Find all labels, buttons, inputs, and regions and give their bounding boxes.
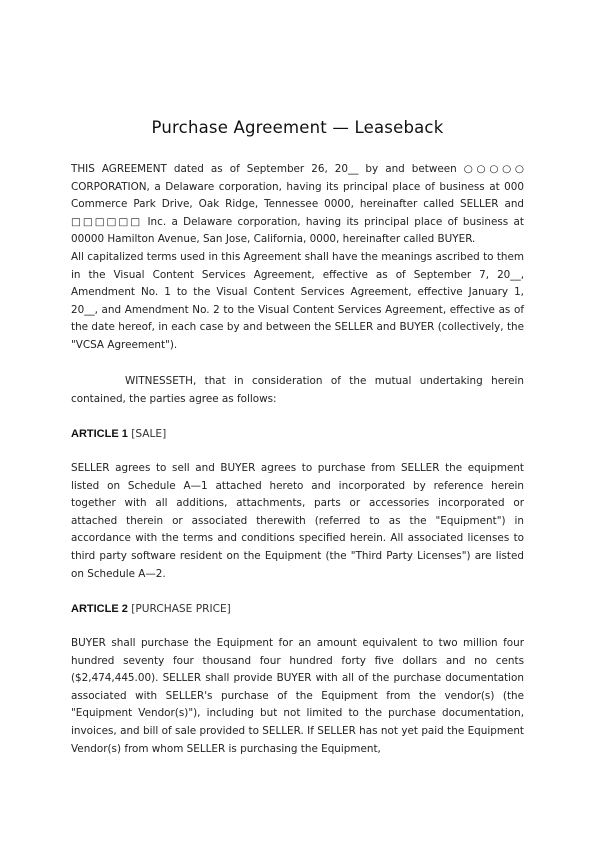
article-1-subject: [SALE] [131, 428, 167, 440]
definitions-paragraph: All capitalized terms used in this Agreement shall have the meanings ascribed to them in the Visual Content Services Agreement, effective as of September 7, 20__, Amendment No. 1 to the Visual Content Services Agreement, effective January 1, 20__, and Amendment No. 2 to the Visual Content Services Agreement, effective as of the date hereof, in each case by and between the SELLER and BUYER (collectively, the "VCSA Agreement"). [71, 251, 524, 351]
article-1-label: ARTICLE 1 [71, 428, 128, 440]
article-2-body: BUYER shall purchase the Equipment for an amount equivalent to two million four hundred seventy four thousand four hundred forty five dollars and no cents ($2,474,445.00). SELLER shall provide BUYER with all of the purchase documentation associated with SELLER's purchase of the Equipment from the vendor(s) (the "Equipment Vendor(s)"), including but not limited to the purchase documentation, invoices, and bill of sale provided to SELLER. If SELLER has not yet paid the Equipment Vendor(s) from whom SELLER is purchasing the Equipment, [71, 637, 524, 755]
article-1-body: SELLER agrees to sell and BUYER agrees to purchase from SELLER the equipment listed on Schedule A—1 attached hereto and incorporated by reference herein together with all additions, attachments, parts or accessories incorporated or attached therein or associated therewith (referred to as the "Equipment") in accordance with the terms and conditions specified herein. All associated licenses to third party software resident on the Equipment (the "Third Party Licenses") are listed on Schedule A—2. [71, 462, 524, 580]
article-1-heading [71, 426, 166, 442]
document-title: Purchase Agreement — Leaseback [151, 118, 444, 137]
article-2-subject: [PURCHASE PRICE] [131, 603, 231, 615]
article-2-heading [71, 601, 231, 617]
witnesseth-paragraph: WITNESSETH, that in consideration of the mutual undertaking herein contained, the parties agree as follows: [71, 375, 524, 405]
article-2-label: ARTICLE 2 [71, 603, 128, 615]
intro-paragraph: THIS AGREEMENT dated as of September 26, 20__ by and between ○○○○○ CORPORATION, a Delaware corporation, having its principal place of business at 000 Commerce Park Drive, Oak Ridge, Tennessee 0000, hereinafter called SELLER and □□□□□□ Inc. a Delaware corporation, having its principal place of business at 00000 Hamilton Avenue, San Jose, California, 0000, hereinafter called BUYER. [71, 163, 524, 246]
